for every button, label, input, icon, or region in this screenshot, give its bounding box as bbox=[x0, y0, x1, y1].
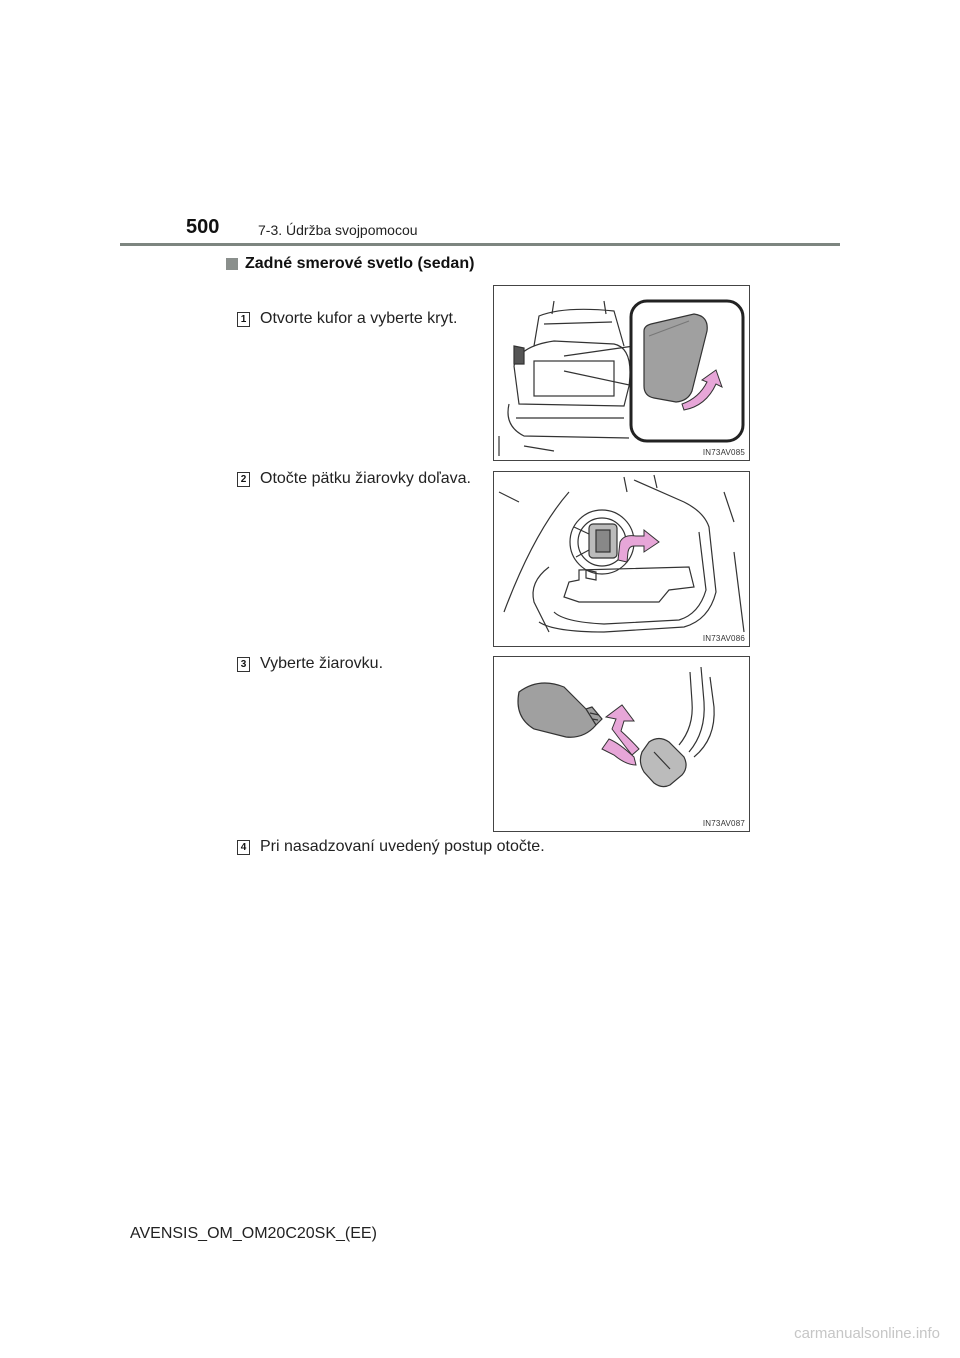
step-2-text: Otočte pätku žiarovky doľava. bbox=[260, 470, 471, 487]
figure-open-trunk bbox=[493, 285, 750, 461]
figure-rotate-socket bbox=[493, 471, 750, 647]
header-rule bbox=[120, 243, 840, 246]
trunk-cover-illustration bbox=[494, 286, 749, 460]
step-4-number: 4 bbox=[237, 840, 250, 855]
figure-1-code: IN73AV085 bbox=[702, 448, 745, 457]
procedure-heading-text: Zadné smerové svetlo (sedan) bbox=[245, 255, 475, 272]
step-4-text: Pri nasadzovaní uvedený postup otočte. bbox=[260, 838, 545, 855]
page-number: 500 bbox=[186, 216, 220, 238]
step-1-number: 1 bbox=[237, 312, 250, 327]
step-2-number: 2 bbox=[237, 472, 250, 487]
section-title: 7-3. Údržba svojpomocou bbox=[258, 222, 418, 238]
bulb-socket-illustration bbox=[494, 472, 749, 646]
figure-remove-bulb bbox=[493, 656, 750, 832]
document-footer: AVENSIS_OM_OM20C20SK_(EE) bbox=[130, 1225, 377, 1242]
watermark: carmanualsonline.info bbox=[794, 1325, 940, 1342]
procedure-heading bbox=[226, 255, 474, 273]
step-3-number: 3 bbox=[237, 657, 250, 672]
step-1-text: Otvorte kufor a vyberte kryt. bbox=[260, 310, 458, 327]
step-3-text: Vyberte žiarovku. bbox=[260, 655, 384, 672]
bulb-removal-illustration bbox=[494, 657, 749, 831]
square-bullet-icon bbox=[226, 258, 238, 270]
figure-3-code: IN73AV087 bbox=[702, 819, 745, 828]
figure-2-code: IN73AV086 bbox=[702, 634, 745, 643]
